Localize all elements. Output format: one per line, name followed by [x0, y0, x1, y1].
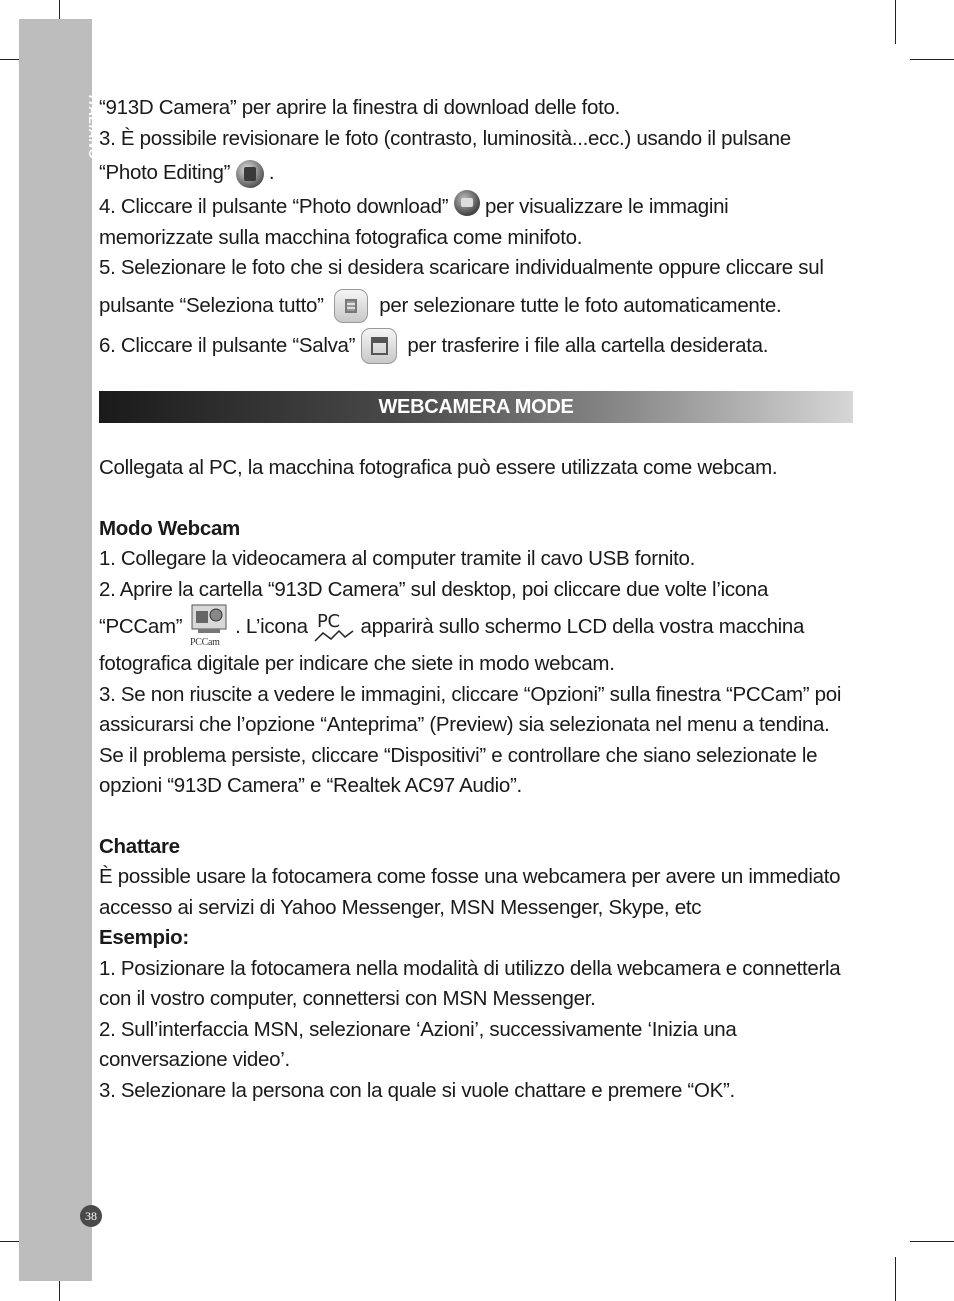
text-line [99, 284, 859, 328]
text-line: opzioni “913D Camera” e “Realtek AC97 Audio”. [99, 774, 522, 798]
save-text-end: per trasferire i file alla cartella desiderata. [407, 333, 769, 357]
text-line: memorizzate sulla macchina fotografica come minifoto. [99, 225, 583, 249]
text-line: È possible usare la fotocamera come fosse una webcamera per avere un immediato [99, 865, 841, 889]
text-line: 3. Se non riuscite a vedere le immagini, cliccare “Opzioni” sulla finestra “PCCam” poi [99, 682, 842, 706]
text-line: 2. Sull’interfaccia MSN, selezionare ‘Azioni’, successivamente ‘Inizia una [99, 1017, 737, 1041]
select-all-text: pulsante “Seleziona tutto” [99, 293, 324, 317]
page-content [99, 93, 859, 1106]
banner-title: WEBCAMERA MODE [378, 395, 574, 418]
text-line: accesso ai servizi di Yahoo Messenger, MSN Messenger, Skype, etc [99, 895, 702, 919]
select-all-icon [334, 289, 368, 323]
text-line: “913D Camera” per aprire la finestra di download delle foto. [99, 96, 620, 119]
select-all-text-end: per selezionare tutte le foto automaticamente. [379, 293, 782, 317]
save-icon [361, 328, 397, 364]
pccam-text-end: apparirà sullo schermo LCD della vostra macchina [360, 615, 805, 639]
text-line: 1. Collegare la videocamera al computer tramite il cavo USB fornito. [99, 547, 696, 571]
crop-mark [910, 1241, 954, 1242]
section-heading: Chattare [99, 834, 180, 858]
crop-mark [895, 0, 896, 44]
pc-mode-label: PC [317, 611, 340, 633]
photo-download-icon [454, 190, 480, 216]
pccam-text: “PCCam” [99, 615, 183, 639]
crop-mark [895, 1257, 896, 1301]
pc-mode-icon [313, 611, 355, 645]
text-line: assicurarsi che l’opzione “Anteprima” (Preview) sia selezionata nel menu a tendina. [99, 713, 830, 737]
intro-text: Collegata al PC, la macchina fotografica può essere utilizzata come webcam. [99, 456, 778, 480]
text-line [99, 605, 859, 649]
pccam-caption: PCCam [189, 637, 220, 649]
text-line: 3. È possibile revisionare le foto (contrasto, luminosità...ecc.) usando il pulsane [99, 126, 791, 150]
photo-download-text-end: per visualizzare le immagini [485, 195, 729, 218]
text-line: 2. Aprire la cartella “913D Camera” sul desktop, poi cliccare due volte l’icona [99, 577, 769, 601]
photo-editing-text-end: . [268, 161, 275, 184]
text-line [99, 328, 859, 365]
text-line [99, 154, 859, 192]
text-line: conversazione video’. [99, 1048, 290, 1072]
text-line [99, 192, 859, 223]
text-line: 3. Selezionare la persona con la quale si vuole chattare e premere “OK”. [99, 1078, 735, 1102]
save-text: 6. Cliccare il pulsante “Salva” [99, 333, 356, 357]
page-number: 38 [80, 1205, 102, 1227]
section-heading: Modo Webcam [99, 516, 240, 540]
text-line: con il vostro computer, connettersi con MSN Messenger. [99, 987, 596, 1011]
section-banner [99, 391, 853, 423]
crop-mark [910, 59, 954, 60]
photo-editing-icon [236, 160, 264, 188]
photo-download-text: 4. Cliccare il pulsante “Photo download” [99, 195, 449, 218]
text-line: fotografica digitale per indicare che siete in modo webcam. [99, 652, 615, 676]
text-line: Se il problema persiste, cliccare “Dispositivi” e controllare che siano selezionate le [99, 743, 818, 767]
pccam-icon [188, 603, 230, 649]
text-line: 1. Posizionare la fotocamera nella modalità di utilizzo della webcamera e connetterla [99, 956, 841, 980]
photo-editing-text: “Photo Editing” [99, 161, 231, 184]
language-label: ITALIANO [86, 95, 101, 160]
example-heading: Esempio: [99, 926, 189, 950]
pccam-text-middle: . L’icona [235, 615, 308, 639]
language-sidebar [19, 19, 92, 1281]
text-line: 5. Selezionare le foto che si desidera scaricare individualmente oppure cliccare sul [99, 256, 824, 279]
